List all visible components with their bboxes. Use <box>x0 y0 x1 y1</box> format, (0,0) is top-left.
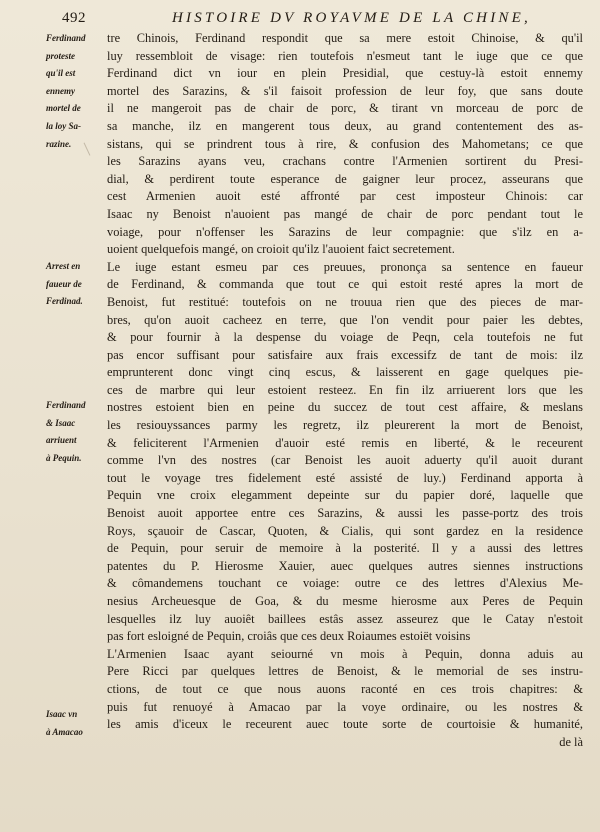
text-line: Benoist auoit apportee entre ces Sarazins, & aussi les passe-portz des trois <box>107 506 583 521</box>
text-line: de Ferdinand, & commanda que tout ce qui estoit resté apres la mort de <box>107 277 583 292</box>
text-line: cest Armenien auoit esté affronté par cest imposteur Chinois: car <box>107 189 583 204</box>
page-number: 492 <box>62 10 86 26</box>
text-line: & cômandemens touchant ce voiage: outre ce des lettres d'Alexius Me- <box>107 576 583 591</box>
text-line: dial, & perdirent toute esperance de gaigner leur procez, asseurans que <box>107 171 583 186</box>
text-line: & feliciterent l'Armenien d'auoir esté remis en liberté, & le receurent <box>107 435 583 450</box>
text-line: tre Chinois, Ferdinand respondit que sa mere estoit Chinoise, & qu'il <box>107 31 583 45</box>
text-line: L'Armenien Isaac ayant seiourné vn mois à Pequin, donna aduis au <box>107 646 583 661</box>
text-line: Pequin vne croix elegamment depeinte sur du papier doré, laquelle que <box>107 488 583 503</box>
text-line: comme l'vn des nostres (car Benoist les auoit aduerty qu'il auoit durant <box>107 453 583 468</box>
margin-note: Arrest en faueur de Ferdinad. <box>46 261 83 307</box>
text-line: il ne mangeroit pas de chair de porc, & tirant vn morceau de porc de <box>107 101 583 116</box>
page-header <box>0 10 600 30</box>
catchword: de là <box>559 734 583 749</box>
text-line: de Pequin, pour seruir de memoire à la posterité. Il y a aussi des lettres <box>107 541 583 556</box>
text-line: pas fort esloigné de Pequin, croiâs que ces deux Roiaumes estoiët voisins <box>107 629 471 644</box>
text-line: mortel des Sarazins, & s'il faisoit profession de leur foy, que sans doute <box>107 83 583 98</box>
text-line: Pere Ricci par quelques lettres de Benoist, & le memorial de ses instru- <box>107 664 583 679</box>
text-line: les amis d'iceux le receurent auec toute sorte de courtoisie & humanité, <box>107 717 583 732</box>
text-line: uoient quelquefois mangé, on croioit qu'ilz l'auoient faict secretement. <box>107 242 455 257</box>
text-line: luy ressembloit de visage: rien toutefois n'esmeut tant le iuge que ce que <box>107 48 583 63</box>
text-line: ces de marbre qui leur estoient resteez. En fin ilz arriuerent lors que les <box>107 382 583 397</box>
text-line: les Sarazins ayans veu, crachans contre l'Armenien sortirent du Presi- <box>107 154 583 169</box>
text-line: nostres estoient bien en peine du succez de tout cest affaire, & meslans <box>107 400 583 415</box>
margin-note: Isaac vn à Amacao <box>46 709 83 737</box>
text-line: emprunterent donc vingt cinq escus, & laisserent en gage quelques pie- <box>107 365 583 380</box>
text-line: lesquelles ilz luy auoiêt baillees estâs assez asseurez que le Catay n'estoit <box>107 611 583 626</box>
body-text <box>107 30 583 751</box>
text-line: les resiouyssances parmy les regretz, ilz pleurerent la mort de Benoist, <box>107 418 583 433</box>
text-line: bres, qu'on auoit cacheez en terre, que l'on vendit pour paier les debtes, <box>107 312 583 327</box>
text-line: pas encor suffisant pour satisfaire aux frais excessifz de tant de mois: ilz <box>107 347 583 362</box>
text-line: ctions, de tout ce que nous auons raconté en ces trois chapitres: & <box>107 681 583 696</box>
margin-note: Ferdinand & Isaac arriuent à Pequin. <box>46 400 86 463</box>
text-line: Isaac ny Benoist n'auoient pas mangé de chair de porc pendant tout le <box>107 206 583 221</box>
margin-note: Ferdinand proteste qu'il est ennemy mortel de la loy Sa- razine. <box>46 33 86 149</box>
text-line: & pour fournir à la despense du voiage de Peqn, cela toutefois ne fut <box>107 330 583 345</box>
text-line: nesius Archeuesque de Goa, & du mesme hierosme aux Peres de Pequin <box>107 594 583 608</box>
text-line: Le iuge estant esmeu par ces preuues, prononça sa sentence en faueur <box>107 259 583 274</box>
text-line: Roys, sçauoir de Cascar, Quoten, & Cialis, qui sont gardez en la residence <box>107 523 583 538</box>
running-title: HISTOIRE DV ROYAVME DE LA CHINE, <box>172 10 531 26</box>
text-line: voiage, pour n'offenser les Sarazins de leur compagnie: que s'ilz en a- <box>107 224 583 239</box>
text-line: tout le voyage tres fidelement esté assisté de luy.) Ferdinand apporta à <box>107 470 583 485</box>
text-line: patentes du P. Hierosme Xauier, auec quelques autres siennes instructions <box>107 558 583 573</box>
text-line: Benoist, fut restitué: toutefois on ne trouua rien que des pieces de mar- <box>107 294 583 309</box>
text-line: Ferdinand dict vn iour en plein Presidial, que cestuy-là estoit ennemy <box>107 66 583 81</box>
text-line: sistans, qui se prindrent tous à rire, & confusion des Mahometans; ce que <box>107 136 583 151</box>
text-line: puis fut renuoyé à Amacao par la voye ordinaire, ou les nostres & <box>107 699 583 714</box>
text-line: sa manche, ilz en mangerent tous deux, au grand contentement des as- <box>107 118 583 133</box>
